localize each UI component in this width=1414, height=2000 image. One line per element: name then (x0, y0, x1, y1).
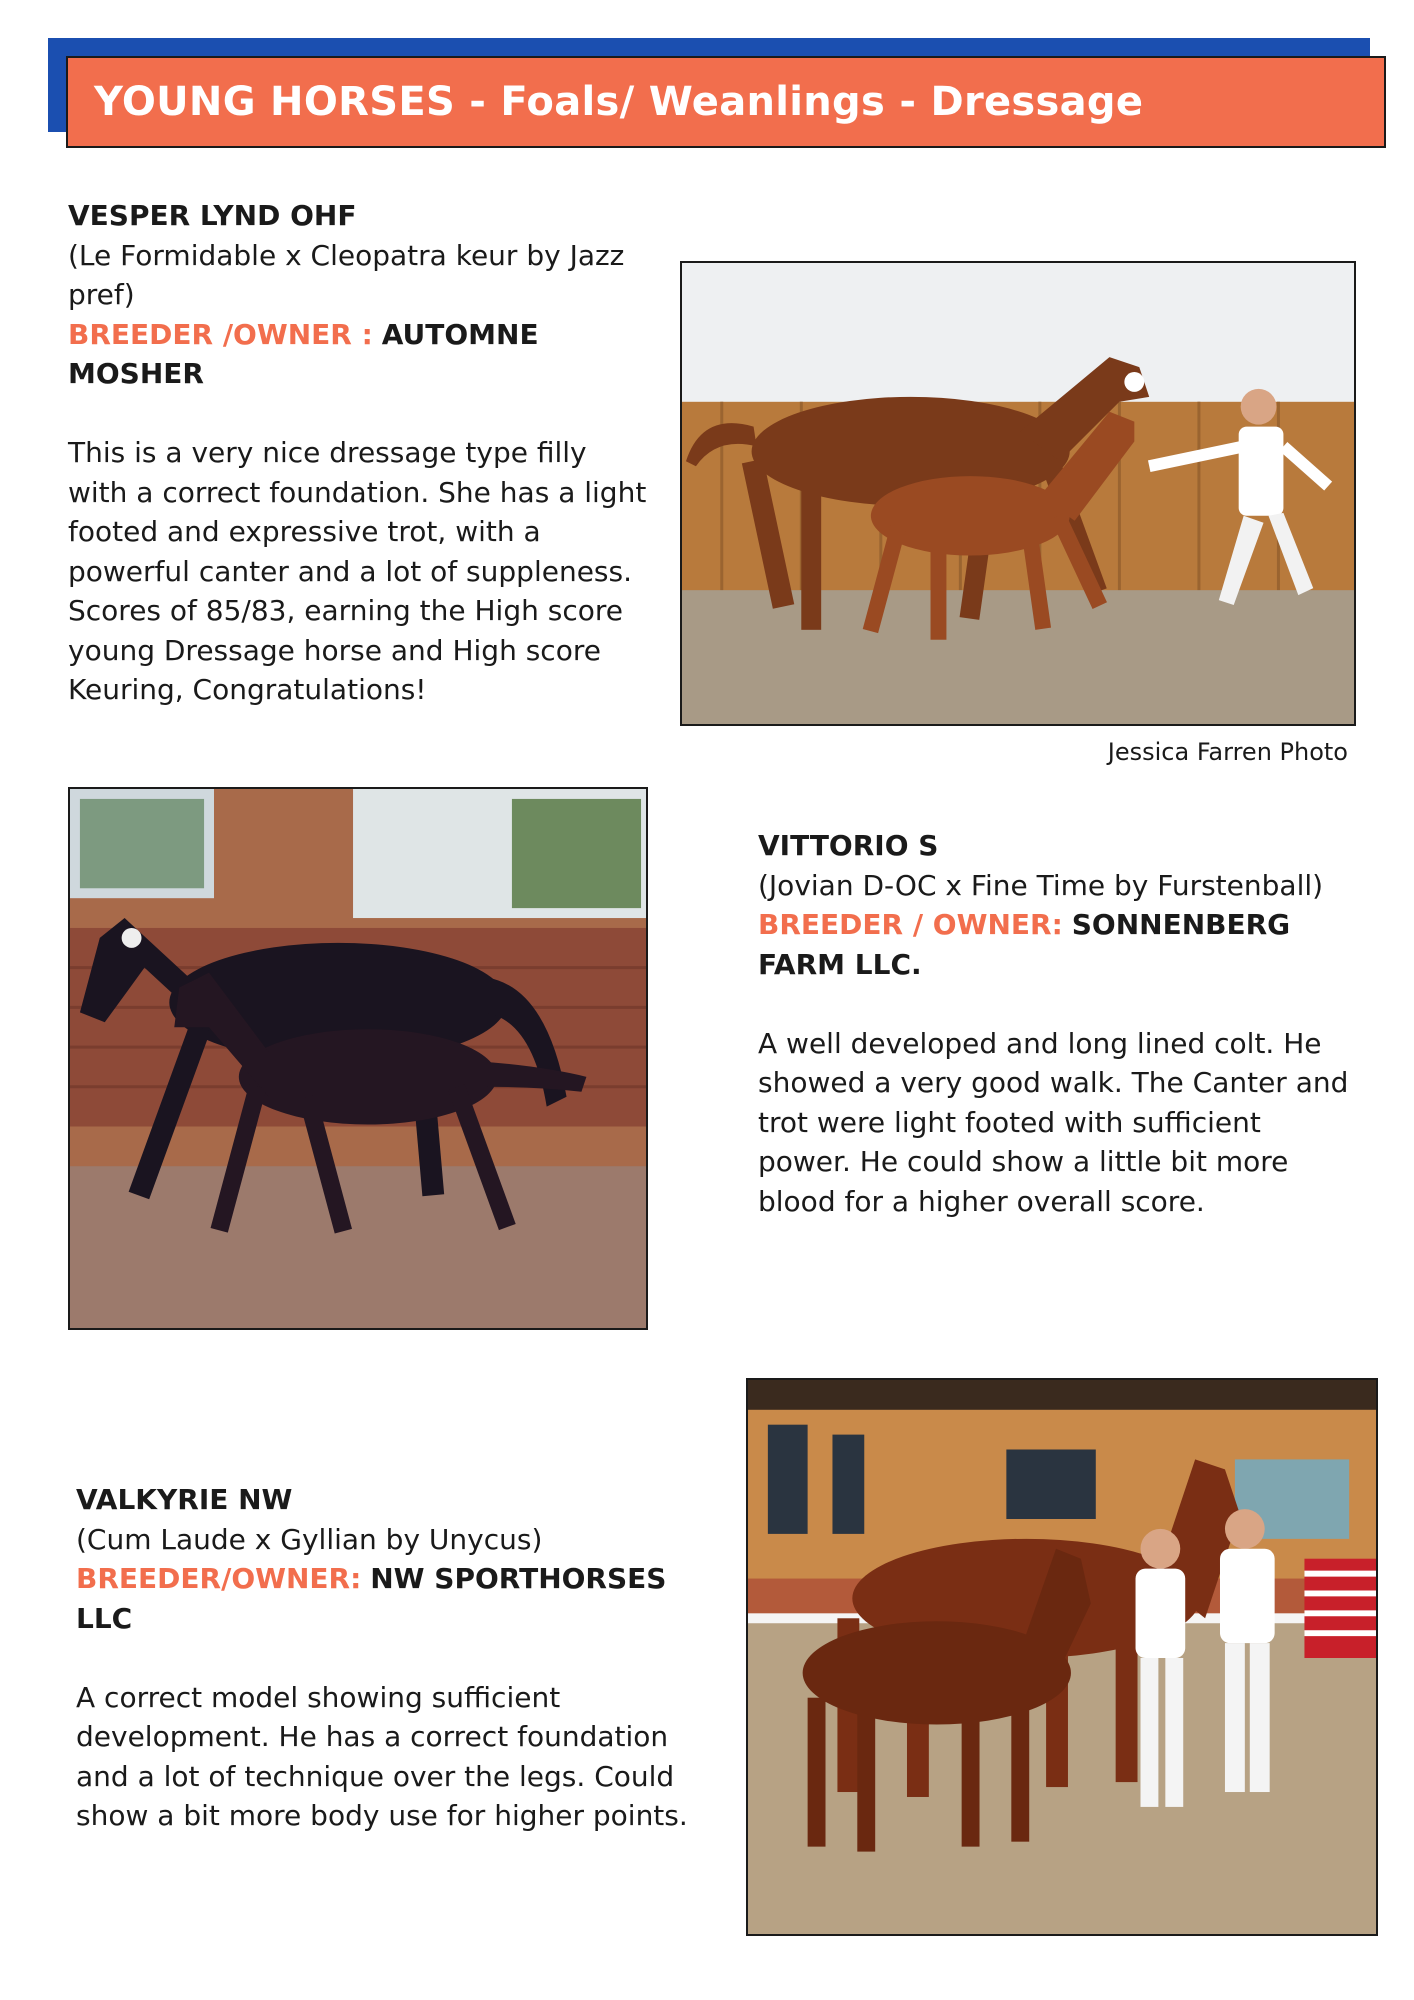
entry-vesper-lynd (68, 196, 653, 710)
breeder-label: BREEDER/OWNER: (76, 1562, 362, 1595)
breeder-line (76, 1559, 716, 1638)
pedigree: (Jovian D-OC x Fine Time by Furstenball) (758, 868, 1324, 902)
photo-vesper-lynd (680, 261, 1356, 726)
entry-valkyrie-nw (76, 1480, 716, 1836)
breeder-value: AUTOMNE MOSHER (68, 317, 539, 390)
photo-credit: Jessica Farren Photo (1107, 738, 1348, 766)
entry-vittorio-s (758, 826, 1358, 1221)
pedigree: (Cum Laude x Gyllian by Unycus) (76, 1522, 543, 1556)
page-title: YOUNG HORSES - Foals/ Weanlings - Dressage (94, 79, 1144, 125)
breeder-label: BREEDER /OWNER : (68, 317, 373, 351)
description: A well developed and long lined colt. He showed a very good walk. The Canter and trot were light footed with sufficient power. He could show a little bit more blood for a higher overall score. (758, 1026, 1349, 1218)
breeder-line (68, 315, 653, 394)
pedigree: (Le Formidable x Cleopatra keur by Jazz pref) (68, 238, 625, 311)
photo-vittorio-s (68, 787, 648, 1330)
description: This is a very nice dressage type filly with a correct foundation. She has a light footed and expressive trot, with a powerful canter and a lot of suppleness. Scores of 85/83, earning the High score young Dressage horse and High score Keuring, Congratulations! (68, 436, 647, 706)
breeder-value: SONNENBERG FARM LLC. (758, 908, 1291, 981)
horse-name: VITTORIO S (758, 829, 939, 862)
header-banner (66, 56, 1386, 148)
breeder-label: BREEDER / OWNER: (758, 908, 1063, 941)
horse-name: VALKYRIE NW (76, 1483, 293, 1516)
description: A correct model showing sufficient development. He has a correct foundation and a lot of technique over the legs. Could show a bit more body use for higher points. (76, 1680, 688, 1832)
breeder-line (758, 905, 1358, 984)
horse-name: VESPER LYND OHF (68, 199, 357, 232)
photo-valkyrie-nw (746, 1378, 1378, 1936)
breeder-value: NW SPORTHORSES LLC (76, 1562, 667, 1635)
